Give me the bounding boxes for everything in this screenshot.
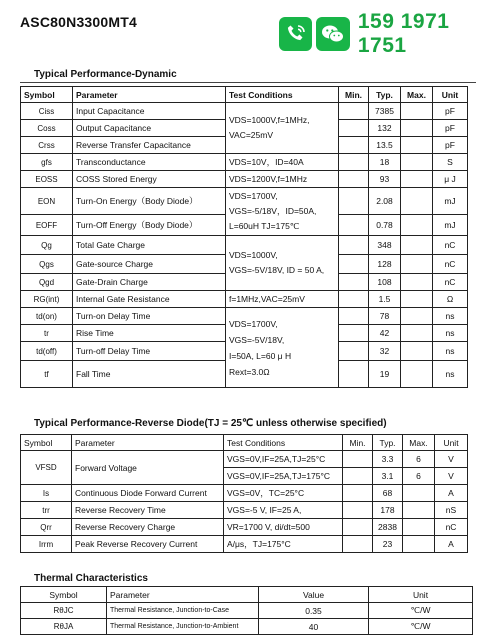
- min-cell: [343, 485, 373, 502]
- typ-cell: 108: [369, 274, 401, 291]
- column-header: Typ.: [373, 435, 403, 451]
- unit-cell: V: [435, 451, 468, 468]
- max-cell: [403, 502, 435, 519]
- typ-cell: 132: [369, 120, 401, 137]
- symbol-cell: Qg: [21, 236, 73, 255]
- min-cell: [343, 536, 373, 553]
- symbol-cell: Coss: [21, 120, 73, 137]
- min-cell: [339, 171, 369, 188]
- typ-cell: 7385: [369, 103, 401, 120]
- max-cell: [401, 120, 433, 137]
- min-cell: [339, 342, 369, 361]
- table-header-row: [21, 87, 468, 103]
- symbol-cell: Qgd: [21, 274, 73, 291]
- min-cell: [343, 502, 373, 519]
- typ-cell: 13.5: [369, 137, 401, 154]
- max-cell: [401, 236, 433, 255]
- min-cell: [339, 188, 369, 215]
- symbol-cell: VFSD: [21, 451, 72, 485]
- symbol-cell: Is: [21, 485, 72, 502]
- typ-cell: 42: [369, 325, 401, 342]
- section-title-reverse-diode: Typical Performance-Reverse Diode(TJ = 25℃ unless otherwise specified): [34, 418, 387, 429]
- column-header: Test Conditions: [224, 435, 343, 451]
- min-cell: [339, 120, 369, 137]
- unit-cell: ns: [433, 325, 468, 342]
- symbol-cell: RθJC: [21, 603, 107, 619]
- parameter-cell: Fall Time: [73, 361, 226, 388]
- table-row: [21, 502, 468, 519]
- thermal-table: [20, 586, 473, 635]
- column-header: Test Conditions: [226, 87, 339, 103]
- value-cell: 40: [259, 619, 369, 635]
- max-cell: [401, 291, 433, 308]
- column-header: Value: [259, 587, 369, 603]
- table-row: [21, 536, 468, 553]
- typ-cell: 128: [369, 255, 401, 274]
- condition-cell: VDS=1700V, VGS=-5/18V，ID=50A, L=60uH TJ=175℃: [226, 188, 339, 236]
- column-header: Symbol: [21, 587, 107, 603]
- typ-cell: 68: [373, 485, 403, 502]
- unit-cell: pF: [433, 137, 468, 154]
- condition-cell: VR=1700 V, di/dt=500: [224, 519, 343, 536]
- unit-cell: nC: [433, 236, 468, 255]
- condition-cell: VDS=1000V, VGS=-5V/18V, ID = 50 A,: [226, 236, 339, 291]
- condition-cell: VDS=1200V,f=1MHz: [226, 171, 339, 188]
- symbol-cell: EOSS: [21, 171, 73, 188]
- max-cell: [403, 519, 435, 536]
- column-header: Min.: [343, 435, 373, 451]
- parameter-cell: Turn-on Delay Time: [73, 308, 226, 325]
- parameter-cell: Transconductance: [73, 154, 226, 171]
- parameter-cell: Turn-Off Energy（Body Diode）: [73, 215, 226, 236]
- typ-cell: 23: [373, 536, 403, 553]
- min-cell: [339, 103, 369, 120]
- max-cell: [401, 137, 433, 154]
- parameter-cell: Gate-source Charge: [73, 255, 226, 274]
- symbol-cell: Crss: [21, 137, 73, 154]
- unit-cell: mJ: [433, 215, 468, 236]
- unit-cell: A: [435, 536, 468, 553]
- column-header: Unit: [433, 87, 468, 103]
- typ-cell: 19: [369, 361, 401, 388]
- max-cell: 6: [403, 468, 435, 485]
- column-header: Symbol: [21, 87, 73, 103]
- table-row: [21, 485, 468, 502]
- symbol-cell: Irrm: [21, 536, 72, 553]
- unit-cell: nS: [435, 502, 468, 519]
- min-cell: [339, 236, 369, 255]
- typ-cell: 3.3: [373, 451, 403, 468]
- typ-cell: 2838: [373, 519, 403, 536]
- unit-cell: ns: [433, 342, 468, 361]
- typ-cell: 32: [369, 342, 401, 361]
- condition-cell: VGS=0V,IF=25A,TJ=175°C: [224, 468, 343, 485]
- min-cell: [339, 154, 369, 171]
- symbol-cell: EOFF: [21, 215, 73, 236]
- symbol-cell: RθJA: [21, 619, 107, 635]
- unit-cell: nC: [435, 519, 468, 536]
- parameter-cell: Turn-off Delay Time: [73, 342, 226, 361]
- table-header-row: [21, 435, 468, 451]
- min-cell: [339, 361, 369, 388]
- parameter-cell: Reverse Recovery Charge: [72, 519, 224, 536]
- parameter-cell: Thermal Resistance, Junction-to-Ambient: [107, 619, 259, 635]
- symbol-cell: Qgs: [21, 255, 73, 274]
- column-header: Max.: [401, 87, 433, 103]
- parameter-cell: Output Capacitance: [73, 120, 226, 137]
- contact-bar: [279, 10, 502, 58]
- symbol-cell: td(on): [21, 308, 73, 325]
- parameter-cell: Peak Reverse Recovery Current: [72, 536, 224, 553]
- typ-cell: 348: [369, 236, 401, 255]
- typ-cell: 178: [373, 502, 403, 519]
- table-row: [21, 188, 468, 215]
- typ-cell: 78: [369, 308, 401, 325]
- table-row: [21, 603, 473, 619]
- typ-cell: 18: [369, 154, 401, 171]
- min-cell: [343, 519, 373, 536]
- condition-cell: VGS=0V，TC=25°C: [224, 485, 343, 502]
- min-cell: [339, 325, 369, 342]
- symbol-cell: RG(int): [21, 291, 73, 308]
- unit-cell: Ω: [433, 291, 468, 308]
- max-cell: [403, 485, 435, 502]
- condition-cell: VDS=1700V, VGS=-5V/18V, I=50A, L=60 μ H Rext=3.0Ω: [226, 308, 339, 388]
- condition-cell: VGS=0V,IF=25A,TJ=25°C: [224, 451, 343, 468]
- min-cell: [343, 468, 373, 485]
- typ-cell: 0.78: [369, 215, 401, 236]
- parameter-cell: Total Gate Charge: [73, 236, 226, 255]
- table-row: [21, 519, 468, 536]
- unit-cell: ℃/W: [369, 619, 473, 635]
- parameter-cell: Reverse Transfer Capacitance: [73, 137, 226, 154]
- max-cell: [401, 188, 433, 215]
- parameter-cell: Internal Gate Resistance: [73, 291, 226, 308]
- min-cell: [339, 308, 369, 325]
- section-title-thermal: Thermal Characteristics: [34, 573, 148, 584]
- min-cell: [339, 137, 369, 154]
- parameter-cell: Reverse Recovery Time: [72, 502, 224, 519]
- symbol-cell: Ciss: [21, 103, 73, 120]
- table-row: [21, 171, 468, 188]
- unit-cell: μ J: [433, 171, 468, 188]
- min-cell: [339, 291, 369, 308]
- typ-cell: 2.08: [369, 188, 401, 215]
- max-cell: [401, 325, 433, 342]
- max-cell: [401, 103, 433, 120]
- column-header: Max.: [403, 435, 435, 451]
- table-row: [21, 236, 468, 255]
- unit-cell: ℃/W: [369, 603, 473, 619]
- symbol-cell: Qrr: [21, 519, 72, 536]
- column-header: Min.: [339, 87, 369, 103]
- column-header: Typ.: [369, 87, 401, 103]
- typ-cell: 93: [369, 171, 401, 188]
- symbol-cell: gfs: [21, 154, 73, 171]
- max-cell: [401, 342, 433, 361]
- typ-cell: 3.1: [373, 468, 403, 485]
- parameter-cell: Continuous Diode Forward Current: [72, 485, 224, 502]
- table-row: [21, 451, 468, 468]
- condition-cell: A/μs，TJ=175°C: [224, 536, 343, 553]
- max-cell: [401, 361, 433, 388]
- unit-cell: nC: [433, 255, 468, 274]
- typ-cell: 1.5: [369, 291, 401, 308]
- column-header: Parameter: [107, 587, 259, 603]
- min-cell: [339, 215, 369, 236]
- parameter-cell: COSS Stored Energy: [73, 171, 226, 188]
- phone-number[interactable]: 159 1971 1751: [357, 10, 450, 57]
- value-cell: 0.35: [259, 603, 369, 619]
- unit-cell: S: [433, 154, 468, 171]
- reverse-diode-table: [20, 434, 468, 553]
- min-cell: [339, 255, 369, 274]
- table-row: [21, 308, 468, 325]
- parameter-cell: Gate-Drain Charge: [73, 274, 226, 291]
- part-number: ASC80N3300MT4: [20, 14, 137, 30]
- column-header: Symbol: [21, 435, 72, 451]
- max-cell: [401, 308, 433, 325]
- parameter-cell: Rise Time: [73, 325, 226, 342]
- max-cell: [403, 536, 435, 553]
- max-cell: [401, 274, 433, 291]
- symbol-cell: tr: [21, 325, 73, 342]
- dynamic-table: [20, 86, 468, 388]
- max-cell: [401, 154, 433, 171]
- symbol-cell: trr: [21, 502, 72, 519]
- phone-icon[interactable]: [279, 17, 312, 51]
- parameter-cell: Input Capacitance: [73, 103, 226, 120]
- symbol-cell: tf: [21, 361, 73, 388]
- table-row: [21, 619, 473, 635]
- max-cell: [401, 255, 433, 274]
- min-cell: [343, 451, 373, 468]
- unit-cell: nC: [433, 274, 468, 291]
- max-cell: 6: [403, 451, 435, 468]
- wechat-icon[interactable]: [316, 17, 349, 51]
- table-header-row: [21, 587, 473, 603]
- max-cell: [401, 171, 433, 188]
- parameter-cell: Turn-On Energy（Body Diode）: [73, 188, 226, 215]
- symbol-cell: EON: [21, 188, 73, 215]
- table-row: [21, 103, 468, 120]
- condition-cell: VDS=10V，ID=40A: [226, 154, 339, 171]
- unit-cell: A: [435, 485, 468, 502]
- unit-cell: mJ: [433, 188, 468, 215]
- table-row: [21, 291, 468, 308]
- unit-cell: pF: [433, 120, 468, 137]
- column-header: Parameter: [72, 435, 224, 451]
- unit-cell: ns: [433, 361, 468, 388]
- column-header: Parameter: [73, 87, 226, 103]
- column-header: Unit: [369, 587, 473, 603]
- condition-cell: f=1MHz,VAC=25mV: [226, 291, 339, 308]
- divider: [20, 82, 476, 83]
- parameter-cell: Forward Voltage: [72, 451, 224, 485]
- condition-cell: VDS=1000V,f=1MHz, VAC=25mV: [226, 103, 339, 154]
- table-row: [21, 154, 468, 171]
- symbol-cell: td(off): [21, 342, 73, 361]
- condition-cell: VGS=-5 V, IF=25 A,: [224, 502, 343, 519]
- unit-cell: V: [435, 468, 468, 485]
- parameter-cell: Thermal Resistance, Junction-to-Case: [107, 603, 259, 619]
- unit-cell: ns: [433, 308, 468, 325]
- section-title-dynamic: Typical Performance-Dynamic: [34, 69, 177, 80]
- max-cell: [401, 215, 433, 236]
- unit-cell: pF: [433, 103, 468, 120]
- column-header: Unit: [435, 435, 468, 451]
- min-cell: [339, 274, 369, 291]
